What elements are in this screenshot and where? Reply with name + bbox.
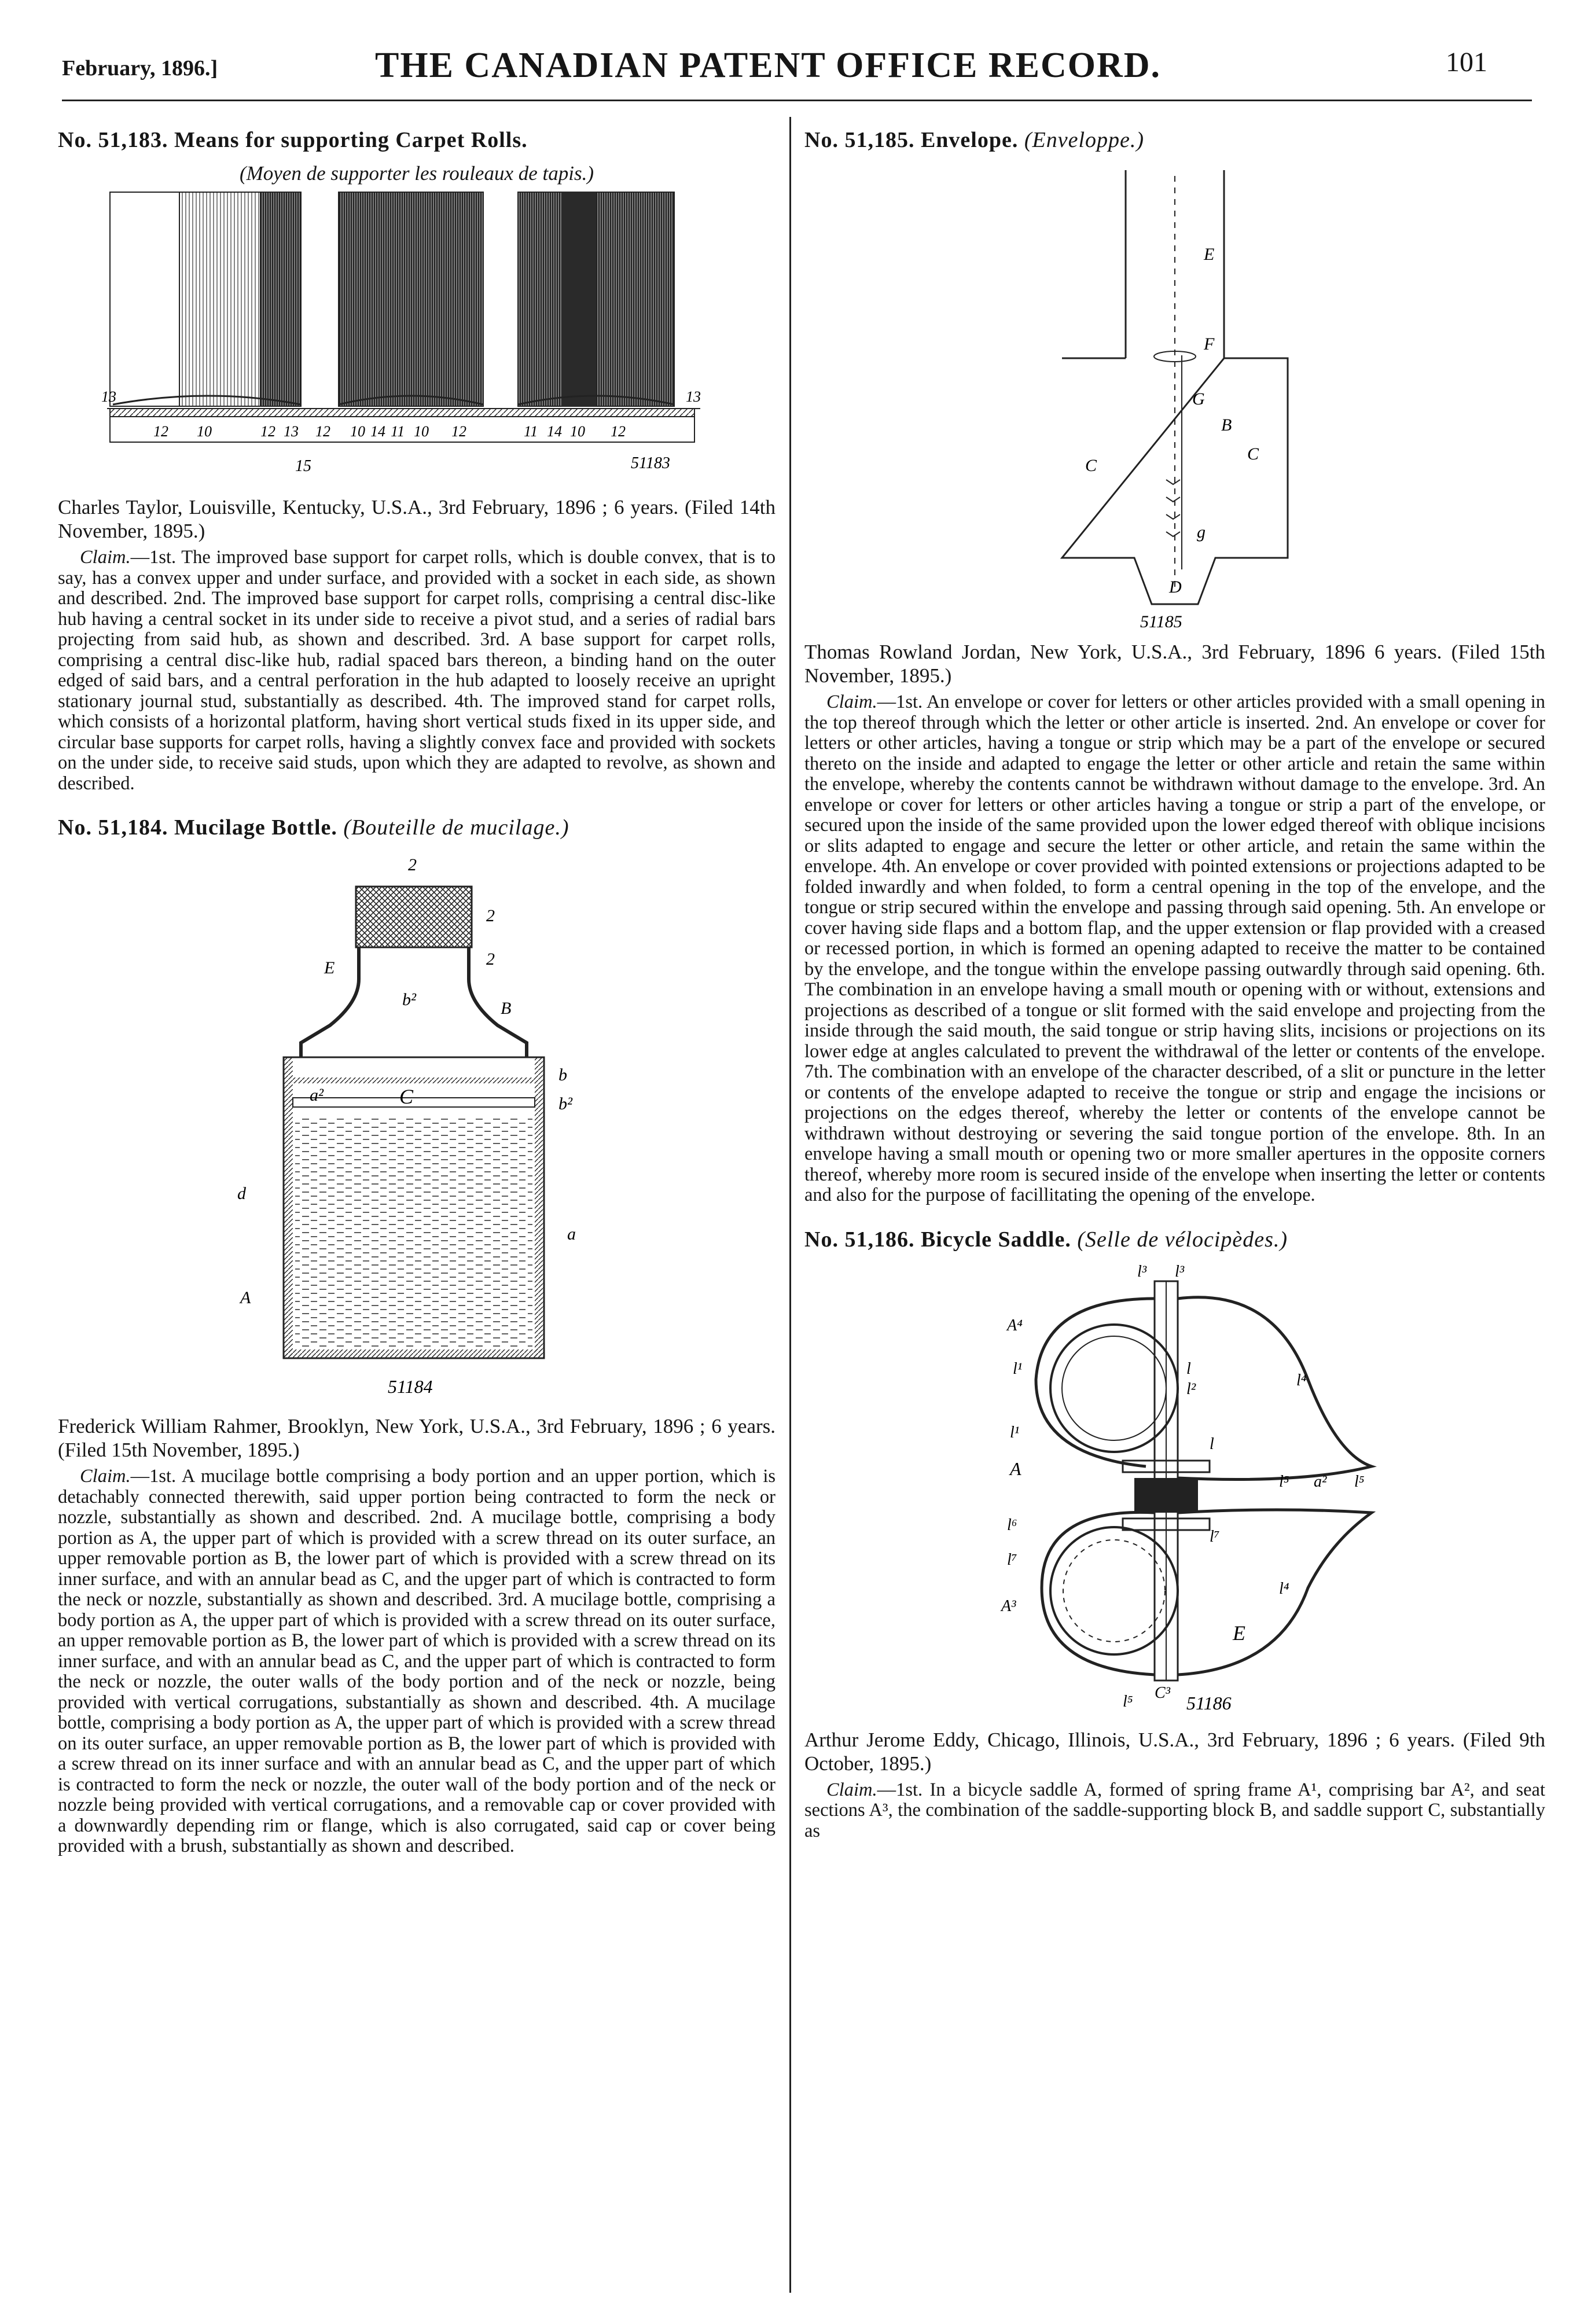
fig-label: l⁵: [1279, 1472, 1289, 1491]
column-divider: [789, 117, 791, 2293]
claim-label: Claim.: [80, 547, 131, 568]
carpet-roll-figure: [98, 187, 735, 483]
fig-label: 10: [570, 423, 585, 440]
patent-subtitle-fr: (Moyen de supporter les rouleaux de tapis.): [239, 162, 594, 185]
fig-label: 10: [414, 423, 429, 440]
claim-label: Claim.: [80, 1466, 131, 1487]
fig-label: C: [399, 1085, 414, 1108]
patent-51183: [58, 127, 776, 794]
figure-number: 51184: [388, 1376, 433, 1397]
fig-label: l⁴: [1296, 1371, 1307, 1389]
fig-label: 10: [350, 423, 365, 440]
fig-label: F: [1204, 334, 1215, 354]
fig-label: b²: [402, 990, 416, 1009]
patent-51184: [58, 815, 776, 1857]
fig-label: l: [1186, 1359, 1191, 1378]
fig-label: 12: [611, 423, 626, 440]
fig-label: C³: [1155, 1683, 1171, 1702]
fig-label: 11: [391, 423, 405, 440]
fig-label: C: [1247, 444, 1259, 464]
fig-label: d: [237, 1184, 246, 1203]
fig-label: l⁵: [1123, 1692, 1133, 1711]
header-date: February, 1896.]: [62, 56, 218, 80]
fig-label: E: [324, 958, 335, 977]
fig-label: l¹: [1010, 1423, 1020, 1442]
fig-label: E: [1204, 245, 1215, 264]
fig-label: 2: [486, 950, 495, 969]
inventor-line: Arthur Jerome Eddy, Chicago, Illinois, U.S.A., 3rd February, 1896 ; 6 years. (Filed 9th October, 1895.): [804, 1728, 1545, 1775]
fig-label: 12: [260, 423, 275, 440]
fig-label: 14: [370, 423, 385, 440]
figure-number: 51186: [1186, 1692, 1232, 1713]
fig-label: A⁴: [1007, 1316, 1023, 1334]
fig-label: 11: [524, 423, 538, 440]
fig-label: A³: [1001, 1597, 1016, 1615]
fig-label: l: [1210, 1435, 1214, 1453]
patent-51185: [804, 127, 1545, 1206]
fig-label: 13: [101, 388, 116, 405]
fig-label: C: [1085, 456, 1097, 475]
bicycle-saddle-figure: [955, 1264, 1395, 1715]
fig-label: A: [1010, 1458, 1021, 1479]
fig-label: l²: [1186, 1380, 1196, 1398]
fig-label: E: [1233, 1621, 1245, 1645]
fig-label: l⁴: [1279, 1579, 1289, 1598]
claim-text: Claim.—1st. The improved base support for carpet rolls, which is double convex, that is to say, has a convex upper and under surface, and provided with a socket in each side, as shown and described. 2nd. The improved base support for carpet rolls, comprising a central disc-like hub having a central socket in its under side to receive a pivot stud, and a series of radial bars projecting from said hub, as shown and described. 3rd. A base support for carpet rolls, comprising a central disc-like hub, radial spaced bars thereon, a binding hand on the outer edged of said bars, and a central perforation in the hub adapted to loosely receive an upright stationary journal stud, substantially as described. 4th. The improved stand for carpet rolls, which consists of a horizontal platform, having short vertical studs fixed in its upper side, and circular base supports for carpet rolls, having a slightly convex face and provided with sockets on the under side, to receive said studs, upon which they are adapted to revolve, as shown and described.: [58, 547, 776, 794]
fig-label: l⁶: [1007, 1516, 1017, 1534]
fig-label: B: [1221, 415, 1232, 435]
patent-51186: [804, 1227, 1545, 1842]
fig-label: 14: [547, 423, 562, 440]
left-column: [58, 127, 776, 1857]
fig-label: 13: [284, 423, 299, 440]
header-rule: [62, 100, 1532, 101]
fig-label: l³: [1137, 1263, 1147, 1281]
fig-label: a²: [1314, 1472, 1327, 1491]
figure-number: 51185: [1140, 612, 1182, 627]
right-column: [804, 127, 1545, 1841]
fig-label: l⁵: [1354, 1472, 1365, 1491]
envelope-figure: [1048, 164, 1302, 627]
claim-text: Claim.—1st. A mucilage bottle comprising a body portion and an upper portion, which is detachably connected therewith, said upper portion being contracted to form the neck or nozzle, substantially as shown and described. 2nd. A mucilage bottle, comprising a body portion as A, the upper part of which is provided with a screw thread on its outer surface, an upper removable portion as B, the lower part of which is provided with a screw thread on its inner surface, and with an annular bead as C, and the upger part of which is contracted to form the neck or nozzle, substantially as shown and described. 3rd. A mucilage bottle, comprising a body portion as A, the upper part of which is provided with a screw thread on its outer surface, an upper removable portion as B, the lower part of which is provided with a screw thread on its inner surface, and with an annular bead as C, and the upper part of which is contracted to form the neck or nozzle, the outer walls of the body portion and of the neck or nozzle, being provided with vertical corrugations, substantially as shown and described. 4th. A mucilage bottle, comprising a body portion as A, the upper part of which is provided with a screw thread on its outer surface, an upper removable portion as B, the lower part of which is provided with a screw thread on its inner surface and with an annular bead as C, and the upper part of which is contracted to form the neck or nozzle, the outer wall of the body portion and of the neck or nozzle being provided with vertical corrugations, and a removable cap or cover provided with a downwardly depending rim or flange, which is also corrugated, said cap or cover being provided with a brush, substantially as shown and described.: [58, 1466, 776, 1856]
patent-title: No. 51,186. Bicycle Saddle. (Selle de vélocipèdes.): [804, 1227, 1288, 1252]
fig-label: 2: [486, 906, 495, 925]
fig-label: a: [567, 1224, 576, 1244]
claim-label: Claim.: [826, 692, 877, 712]
fig-label: b²: [558, 1094, 572, 1113]
figure-number: 51183: [631, 454, 670, 472]
fig-label: l¹: [1013, 1359, 1023, 1378]
claim-text: Claim.—1st. An envelope or cover for letters or other articles provided with a small opening in the top thereof through which the letter or other article is inserted. 2nd. An envelope or cover for letters or other articles, having a tongue or strip which may be a part of the envelope or secured thereto on the inside and adapted to engage the letter or other article and retain the same within the envelope, whereby the contents cannot be withdrawn without damage to the envelope. 3rd. An envelope or cover for letters or other articles having a tongue or strip a part of the envelope, or secured upon the inside of the same provided upon the lower edged thereof with oblique incisions or slits adapted to engage and secure the letter or other article, and retain the same within the envelope. 4th. An envelope or cover provided with pointed extensions or projections adapted to be folded inwardly and when folded, to form a central opening in the top of the envelope, and the tongue or strip secured within the envelope and passing through said opening. 5th. An envelope or cover having side flaps and a bottom flap, and the upper extension or flap provided with a creased or recessed portion, in which is formed an opening adapted to receive the matter to be contained by the envelope, and the tongue within the envelope passing outwardly through said opening. 6th. The combination in an envelope having a small mouth or opening with or without, extensions and projections as described of a tongue or slit formed with the said envelope and projecting from the inside through the said mouth, the said tongue or strip having slits, incisions or projections on its lower edge at angles calculated to prevent the withdrawal of the letter or contents of the envelope. 7th. The combination with an envelope of the character described, of a slit or puncture in the letter or contents of the envelope adapted to receive the tongue or strip and engage the incisions or projections on the edges thereof, whereby the letter or contents of the envelope cannot be withdrawn without destroying or severing the said tongue portion of the envelope. 8th. In an envelope having a small mouth or opening two or more smaller apertures in the opposite corners thereof, whereby more room is secured inside of the envelope when inserting the letter or contents and also for the purpose of facillitating the opening of the envelope.: [804, 692, 1545, 1205]
fig-label: 12: [315, 423, 330, 440]
page-number: 101: [1446, 47, 1487, 78]
fig-label: g: [1197, 523, 1206, 542]
inventor-line: Thomas Rowland Jordan, New York, U.S.A., 3rd February, 1896 6 years. (Filed 15th November, 1895.): [804, 641, 1545, 687]
patent-title: No. 51,185. Envelope. (Enveloppe.): [804, 128, 1145, 152]
fig-label: l³: [1175, 1263, 1185, 1281]
fig-label: G: [1192, 389, 1205, 409]
fig-label: l⁷: [1210, 1527, 1220, 1546]
fig-label: 12: [153, 423, 168, 440]
fig-label: b: [558, 1065, 567, 1084]
page-title: THE CANADIAN PATENT OFFICE RECORD.: [375, 46, 1162, 85]
fig-label: D: [1169, 578, 1182, 597]
mucilage-bottle-figure: [214, 858, 619, 1402]
fig-label: 12: [451, 423, 466, 440]
claim-label: Claim.: [826, 1779, 877, 1800]
patent-title: No. 51,183. Means for supporting Carpet Rolls.: [58, 128, 528, 152]
fig-label: B: [501, 999, 512, 1018]
claim-text: Claim.—1st. In a bicycle saddle A, formed of spring frame A¹, comprising bar A², and seat sections A³, the combination of the saddle-supporting block B, and saddle support C, substantially as: [804, 1779, 1545, 1841]
patent-title: No. 51,184. Mucilage Bottle. (Bouteille de mucilage.): [58, 815, 569, 840]
fig-label: l⁷: [1007, 1550, 1017, 1569]
inventor-line: Frederick William Rahmer, Brooklyn, New York, U.S.A., 3rd February, 1896 ; 6 years. (Filed 15th November, 1895.): [58, 1415, 776, 1461]
fig-label: 13: [686, 388, 701, 405]
fig-label: 2: [408, 858, 417, 874]
fig-label: a²: [310, 1086, 324, 1105]
fig-label: 15: [295, 457, 311, 475]
inventor-line: Charles Taylor, Louisville, Kentucky, U.S.A., 3rd February, 1896 ; 6 years. (Filed 14th November, 1895.): [58, 496, 776, 542]
fig-label: 10: [197, 423, 212, 440]
fig-label: A: [240, 1288, 251, 1307]
